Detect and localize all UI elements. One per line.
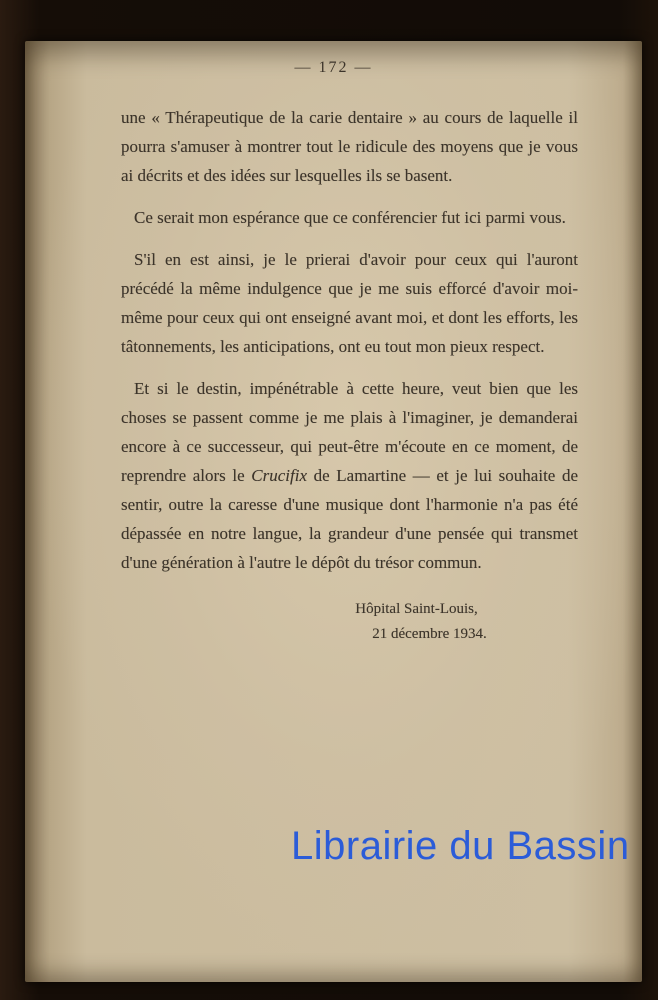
paragraph: une « Thérapeutique de la carie dentaire » au cours de laquelle il pourra s'amuser à montrer tout le ridicule des moyens que je vous ai décrits et des idées sur lesquelles ils se basent. [121, 108, 578, 185]
paragraph: S'il en est ainsi, je le prierai d'avoir pour ceux qui l'auront précédé la même indulgence que je me suis efforcé d'avoir moi-même pour ceux qui ont enseigné avant moi, et dont les efforts, les tâtonnements, les anticipations, ont eu tout mon pieux respect. [121, 250, 578, 356]
page-text [121, 41, 578, 647]
signature-block [309, 597, 524, 647]
signature-date: 21 décembre 1934. [372, 626, 487, 642]
paragraph-text-after: de Lamartine — et je lui souhaite de sentir, outre la caresse d'une musique dont l'harmonie n'a pas été dépassée en notre langue, la grandeur d'une pensée qui transmet d'une génération à l'autre le dépôt du trésor commun. [121, 466, 578, 572]
paragraph: Ce serait mon espérance que ce conférencier fut ici parmi vous. [134, 208, 566, 227]
signature-location: Hôpital Saint-Louis, [355, 601, 478, 617]
paragraph [121, 374, 578, 577]
paragraph-text-before: Et si le destin, impénétrable à cette heure, veut bien que les choses se passent comme je me plais à l'imaginer, je demanderai encore à ce successeur, qui peut-être m'écoute en ce moment, de reprendre alors le [121, 379, 578, 485]
page-number: — 172 — [294, 59, 373, 76]
crucifix-italic-title: Crucifix [251, 466, 307, 485]
bookseller-watermark: Librairie du Bassin [291, 824, 630, 868]
